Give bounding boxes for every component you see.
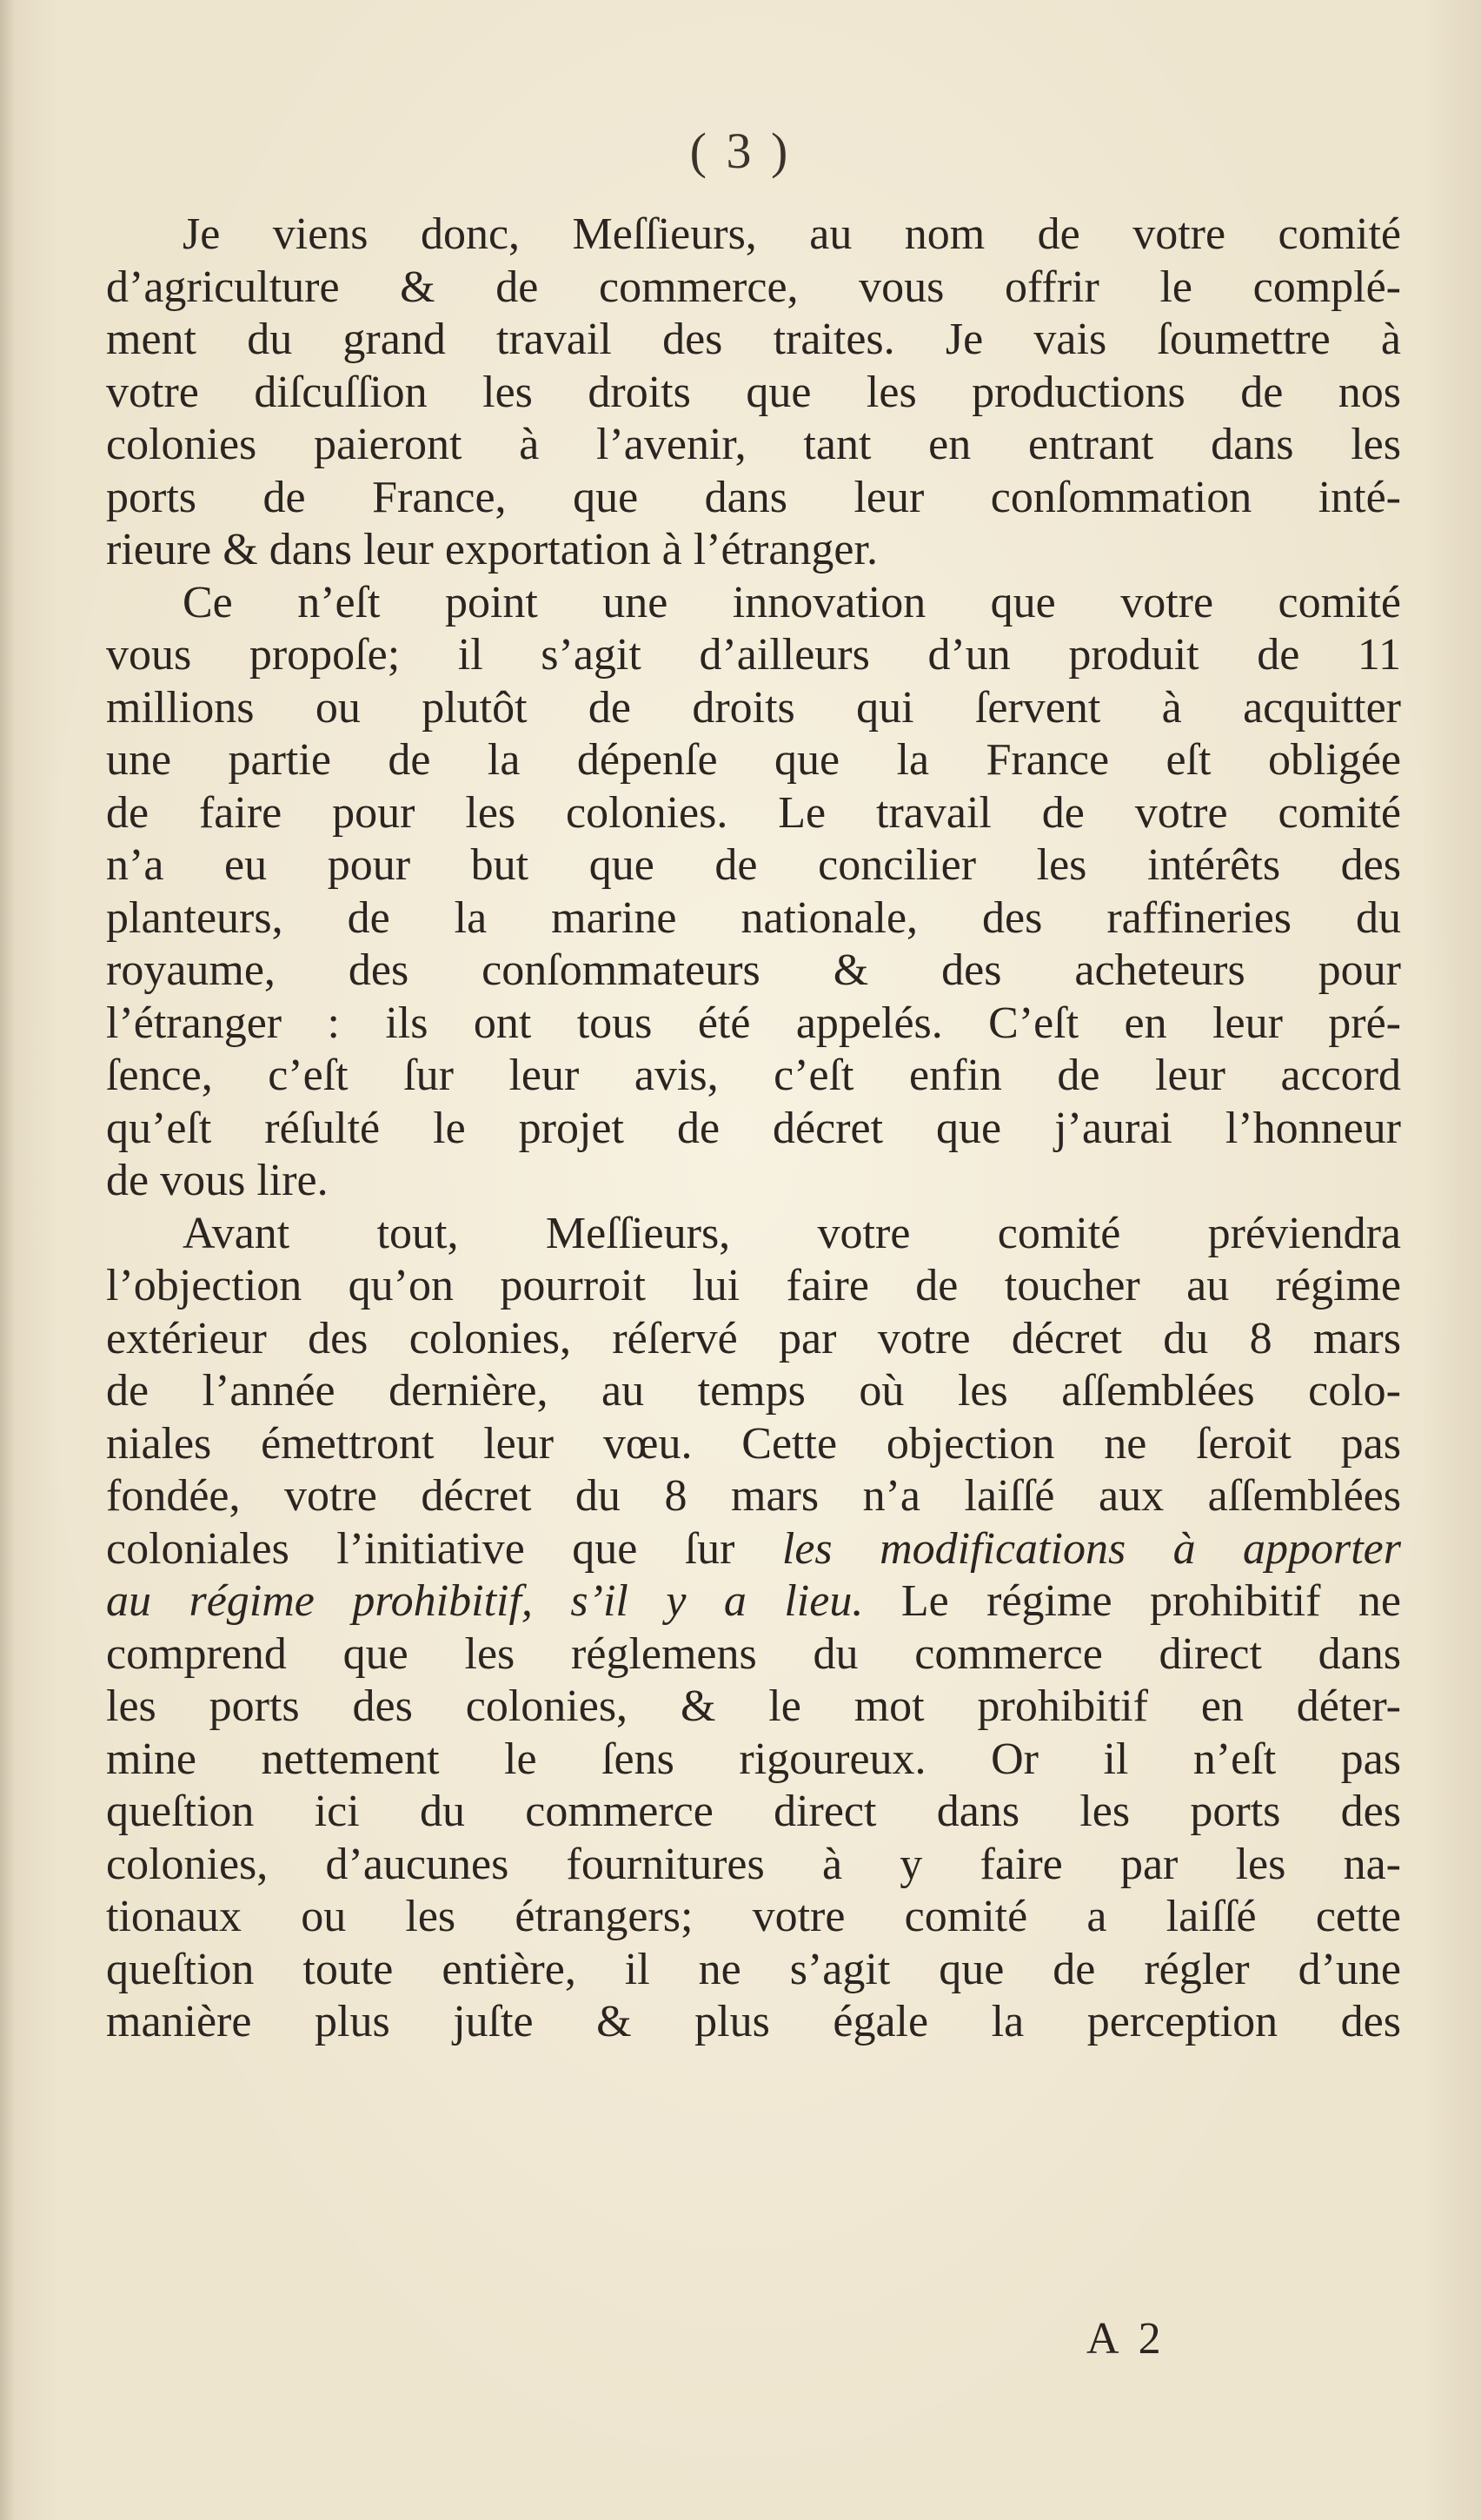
text-line: ports de France, que dans leur conſommation inté- bbox=[106, 472, 1401, 522]
text-line: Avant tout, Meſſieurs, votre comité préviendra bbox=[183, 1208, 1401, 1258]
text-line: vous propoſe; il s’agit d’ailleurs d’un produit de 11 bbox=[106, 630, 1401, 680]
text-line: millions ou plutôt de droits qui ſervent à acquitter bbox=[106, 682, 1401, 733]
text-line: l’étranger : ils ont tous été appelés. C’eſt en leur pré- bbox=[106, 998, 1401, 1048]
text-line: une partie de la dépenſe que la France eſt obligée bbox=[106, 735, 1401, 785]
italic-fragment: les modifications à apporter bbox=[781, 1523, 1401, 1574]
signature-mark: A 2 bbox=[1086, 2314, 1166, 2364]
text-line: queſtion ici du commerce direct dans les ports des bbox=[106, 1787, 1401, 1836]
text-line: de l’année dernière, au temps où les aſſemblées colo- bbox=[106, 1366, 1401, 1416]
text-fragment: coloniales l’initiative que ſur bbox=[106, 1523, 782, 1574]
text-line: mine nettement le ſens rigoureux. Or il n’eſt pas bbox=[106, 1734, 1401, 1784]
text-line: fondée, votre décret du 8 mars n’a laiſſé aux aſſemblées bbox=[106, 1471, 1401, 1521]
text-line: comprend que les réglemens du commerce direct dans bbox=[106, 1628, 1401, 1679]
text-line: royaume, des conſommateurs & des acheteurs pour bbox=[106, 945, 1401, 995]
text-line: de vous lire. bbox=[106, 1156, 329, 1205]
text-line: de faire pour les colonies. Le travail de votre comité bbox=[106, 787, 1401, 838]
text-line: votre diſcuſſion les droits que les productions de nos bbox=[106, 367, 1401, 417]
text-line: extérieur des colonies, réſervé par votre décret du 8 mars bbox=[106, 1313, 1401, 1363]
text-line: qu’eſt réſulté le projet de décret que j’aurai l’honneur bbox=[106, 1103, 1401, 1153]
text-line: ſence, c’eſt ſur leur avis, c’eſt enfin de leur accord bbox=[106, 1051, 1401, 1100]
text-line: planteurs, de la marine nationale, des raffineries du bbox=[106, 892, 1401, 943]
text-line-mixed bbox=[106, 1523, 1401, 1576]
text-line: l’objection qu’on pourroit lui faire de toucher au régime bbox=[106, 1261, 1401, 1310]
page-number: ( 3 ) bbox=[689, 123, 792, 179]
text-line: colonies, d’aucunes fournitures à y faire par les na- bbox=[106, 1839, 1401, 1889]
text-line: queſtion toute entière, il ne s’agit que de régler d’une bbox=[106, 1944, 1401, 1994]
text-line-mixed bbox=[106, 1575, 1401, 1628]
text-line: Ce n’eſt point une innovation que votre comité bbox=[183, 577, 1401, 627]
italic-fragment: au régime prohibitif, s’il y a lieu. bbox=[106, 1576, 864, 1626]
text-line: rieure & dans leur exportation à l’étranger. bbox=[106, 525, 878, 574]
text-line: d’agriculture & de commerce, vous offrir le complé- bbox=[106, 262, 1401, 312]
text-line: tionaux ou les étrangers; votre comité a laiſſé cette bbox=[106, 1892, 1401, 1941]
text-line: Je viens donc, Meſſieurs, au nom de votre comité bbox=[183, 209, 1401, 259]
text-line: les ports des colonies, & le mot prohibitif en déter- bbox=[106, 1681, 1401, 1731]
text-fragment: Le régime prohibitif ne bbox=[863, 1576, 1401, 1626]
text-line: niales émettront leur vœu. Cette objection ne ſeroit pas bbox=[106, 1418, 1401, 1469]
text-line: ment du grand travail des traites. Je vais ſoumettre à bbox=[106, 315, 1401, 364]
page-fold-shadow bbox=[0, 0, 16, 2520]
text-line: manière plus juſte & plus égale la perception des bbox=[106, 1997, 1401, 2046]
body-text bbox=[106, 209, 1401, 2049]
text-line: n’a eu pour but que de concilier les intérêts des bbox=[106, 840, 1401, 890]
text-line: colonies paieront à l’avenir, tant en entrant dans les bbox=[106, 420, 1401, 469]
